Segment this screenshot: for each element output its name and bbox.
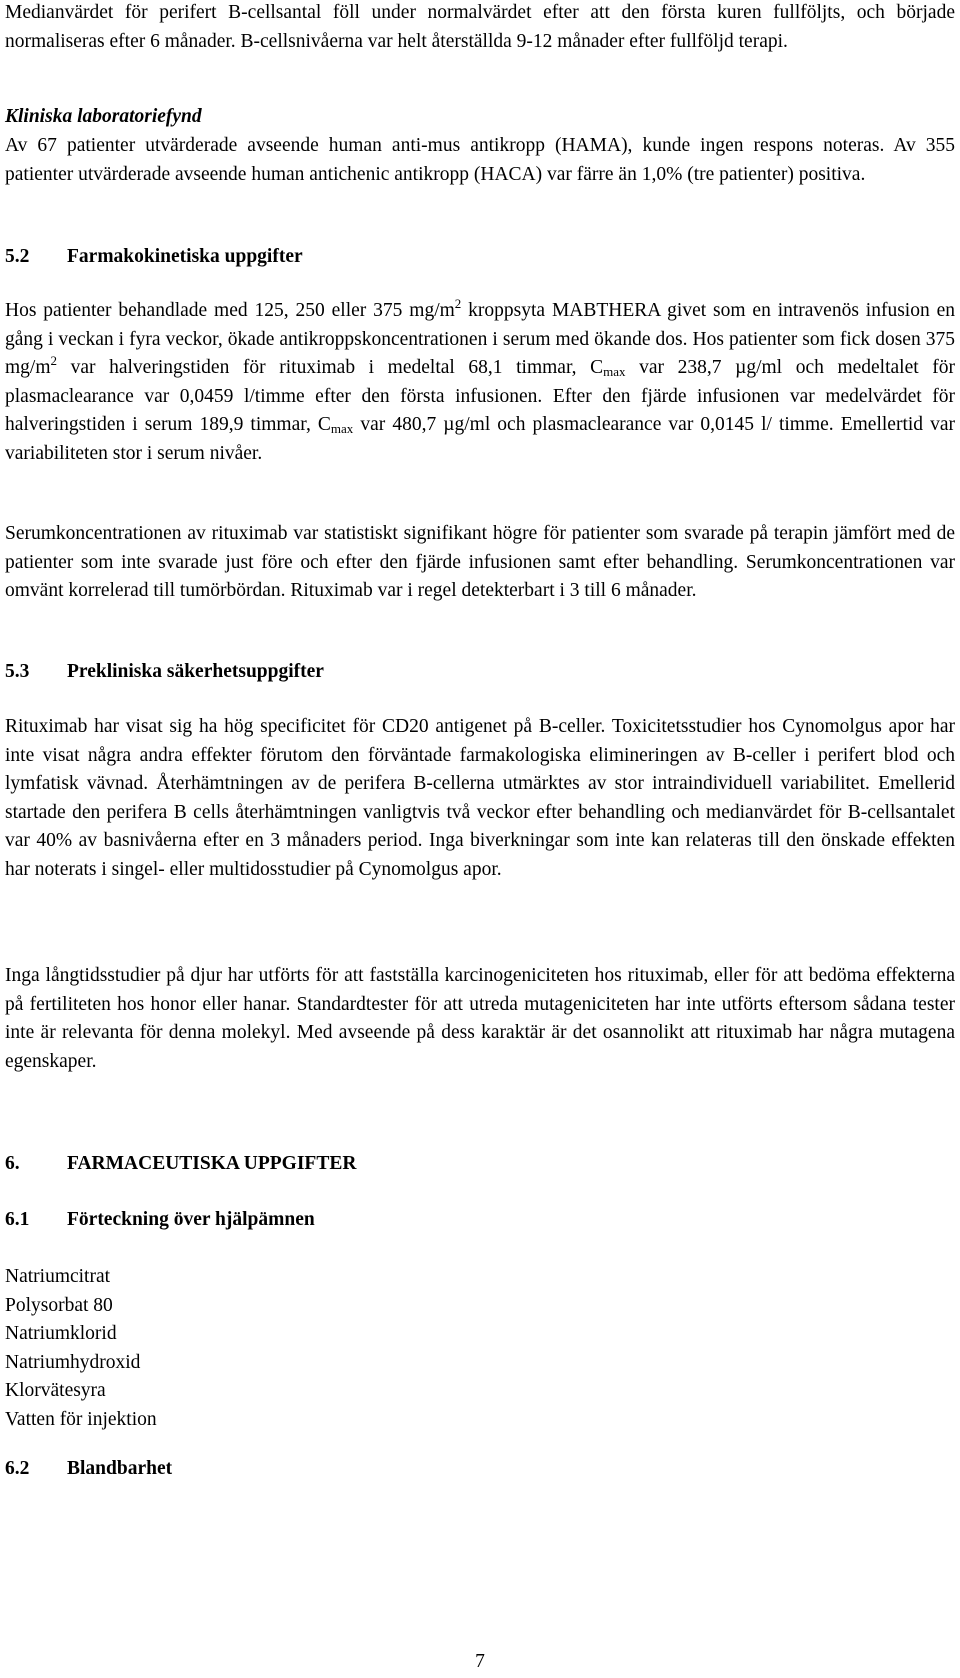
list-item: Natriumcitrat [5, 1266, 111, 1287]
list-item: Polysorbat 80 [5, 1294, 113, 1316]
section-number: 5.3 [5, 661, 30, 682]
section-5-2-heading [5, 243, 955, 272]
text-run: var halveringstiden för rituximab i medeltal 68,1 timmar, C [57, 357, 604, 378]
lab-findings-heading: Kliniska laboratoriefynd [5, 106, 202, 127]
text-run: var 238,7 µg/ml och medeltalet för plasmaclearance var 0,0459 l/timme efter den första infusionen. Efter den fjärde infusionen var medelvärdet för halveringstiden i serum 189,9 timmar, C [5, 357, 955, 435]
section-number: 6.1 [5, 1209, 30, 1230]
preclinical-paragraph-2: Inga långtidsstudier på djur har utförts för att fastställa karcinogeniciteten hos rituximab, eller för att bedöma effekterna på fertiliteten hos honor eller hanar. Standardtester för att utreda mutageniciteten har inte utförts eftersom sådana tester inte är relevanta för denna molekyl. Med avseende på dess karaktär är det osannolikt att rituximab har några mutagena egenskaper. [5, 965, 955, 1072]
section-title: Prekliniska säkerhetsuppgifter [67, 661, 324, 682]
text-run: Hos patienter behandlade med 125, 250 eller 375 mg/m [5, 300, 455, 321]
section-number: 5.2 [5, 246, 30, 267]
text-run: var 480,7 µg/ml och plasmaclearance var 0,0145 l/ timme. Emellertid var variabiliteten stor i serum nivåer. [5, 414, 955, 464]
preclinical-paragraph-1: Rituximab har visat sig ha hög specificitet för CD20 antigenet på B-celler. Toxicitetsstudier hos Cynomolgus apor har inte visat några andra effekter förutom den förväntade farmakologiska elimineringen av B-celler i perifert blod och lymfatisk vävnad. Återhämtningen av de perifera B-cellerna utmärktes av stor intraindividuell variabilitet. Emellerid startade den perifera B cells återhämtningen vanligtvis två veckor efter behandling och medianvärdet för B-cellsantalet var 40% av basnivåerna efter en 3 månaders period. Inga biverkningar som inte kan relateras till den önskade effekten har noterats i singel- eller multidosstudier på Cynomolgus apor. [5, 716, 955, 880]
section-5-3-heading [5, 658, 955, 687]
list-item: Klorvätesyra [5, 1380, 106, 1401]
list-item: Vatten för injektion [5, 1408, 157, 1430]
section-6-2-heading [5, 1455, 955, 1484]
list-item: Natriumklorid [5, 1323, 117, 1344]
section-6-1-heading [5, 1206, 955, 1235]
text-run: kroppsyta MABTHERA givet som en intravenös infusion en gång i veckan i fyra veckor, ökade antikroppskoncentrationen i serum med ökande dos. Hos patienter som fick dosen 375 mg/m [5, 300, 955, 378]
lab-findings-paragraph: Av 67 patienter utvärderade avseende human anti-mus antikropp (HAMA), kunde ingen respons noteras. Av 355 patienter utvärderade avseende human antichenic antikropp (HACA) var färre än 1,0% (tre patienter) positiva. [5, 135, 955, 185]
serum-concentration-paragraph: Serumkoncentrationen av rituximab var statistiskt signifikant högre för patienter som svarade på terapin jämfört med de patienter som inte svarade just före och efter den fjärde infusionen samt efter behandling. Serumkoncentrationen var omvänt korrelerad till tumörbördan. Rituximab var i regel detekterbart i 3 till 6 månader. [5, 523, 955, 601]
intro-paragraph: Medianvärdet för perifert B-cellsantal föll under normalvärdet efter att den första kuren fullföljts, och började normaliseras efter 6 månader. B-cellsnivåerna var helt återställda 9-12 månader efter fullföljd terapi. [5, 2, 955, 52]
page-number: 7 [475, 1651, 485, 1672]
section-title: Förteckning över hjälpämnen [67, 1209, 315, 1230]
excipient-list [5, 1263, 955, 1434]
subscript: max [330, 421, 354, 436]
section-6-heading [5, 1150, 955, 1179]
superscript: 2 [454, 296, 462, 311]
pharmacokinetics-paragraph [5, 297, 955, 468]
section-title: Farmakokinetiska uppgifter [67, 246, 303, 267]
section-title: FARMACEUTISKA UPPGIFTER [67, 1153, 357, 1174]
subscript: max [603, 364, 626, 379]
list-item: Natriumhydroxid [5, 1351, 141, 1373]
section-number: 6. [5, 1153, 20, 1174]
section-title: Blandbarhet [67, 1458, 173, 1479]
section-number: 6.2 [5, 1458, 30, 1479]
superscript: 2 [50, 353, 58, 368]
